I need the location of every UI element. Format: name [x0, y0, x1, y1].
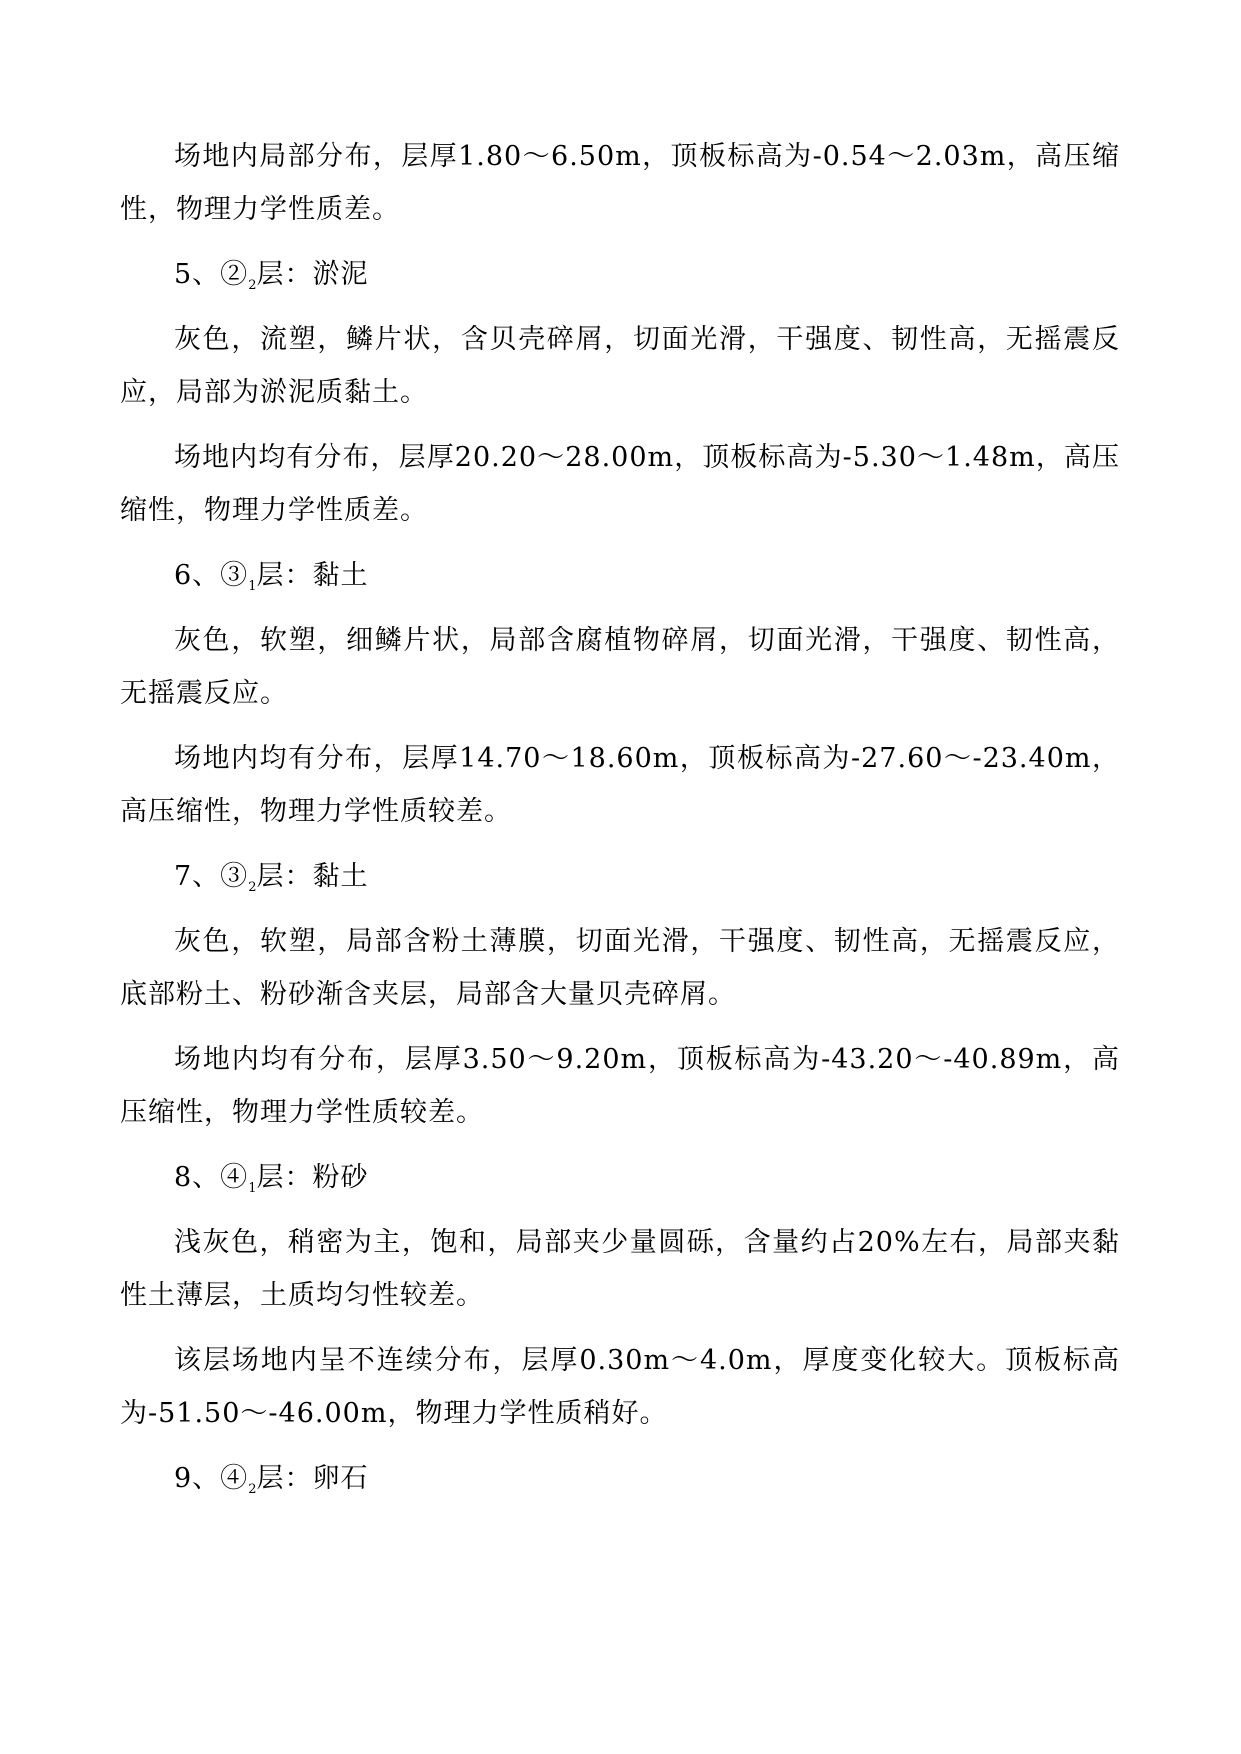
heading-suffix: 层：卵石: [256, 1463, 369, 1494]
document-body: [120, 130, 1120, 1517]
heading-subscript: 2: [248, 278, 257, 293]
heading-suffix: 层：粉砂: [256, 1162, 369, 1193]
heading-prefix: 6、③: [174, 560, 249, 591]
section-heading: [120, 248, 1120, 301]
section-heading: [120, 1151, 1120, 1204]
heading-suffix: 层：淤泥: [256, 259, 369, 290]
heading-subscript: 2: [248, 880, 257, 895]
section-heading: [120, 850, 1120, 903]
heading-prefix: 7、③: [174, 861, 249, 892]
section-heading: [120, 1452, 1120, 1505]
heading-prefix: 8、④: [174, 1162, 249, 1193]
paragraph: 该层场地内呈不连续分布，层厚0.30m～4.0m，厚度变化较大。顶板标高为-51.50～-46.00m，物理力学性质稍好。: [120, 1345, 1120, 1429]
heading-subscript: 1: [248, 1181, 257, 1196]
paragraph: 浅灰色，稍密为主，饱和，局部夹少量圆砾，含量约占20%左右，局部夹黏性土薄层，土质均匀性较差。: [120, 1227, 1120, 1311]
heading-prefix: 9、④: [174, 1463, 249, 1494]
paragraph: 灰色，流塑，鳞片状，含贝壳碎屑，切面光滑，干强度、韧性高，无摇震反应，局部为淤泥质黏土。: [120, 324, 1120, 408]
paragraph: 场地内均有分布，层厚14.70～18.60m，顶板标高为-27.60～-23.40m，高压缩性，物理力学性质较差。: [120, 743, 1120, 827]
paragraph: 场地内均有分布，层厚20.20～28.00m，顶板标高为-5.30～1.48m，高压缩性，物理力学性质差。: [120, 442, 1120, 526]
paragraph: 场地内均有分布，层厚3.50～9.20m，顶板标高为-43.20～-40.89m，高压缩性，物理力学性质较差。: [120, 1044, 1120, 1128]
paragraph: 灰色，软塑，细鳞片状，局部含腐植物碎屑，切面光滑，干强度、韧性高，无摇震反应。: [120, 625, 1120, 709]
section-heading: [120, 549, 1120, 602]
heading-prefix: 5、②: [174, 259, 249, 290]
heading-subscript: 1: [248, 579, 257, 594]
heading-suffix: 层：黏土: [256, 861, 369, 892]
paragraph: 场地内局部分布，层厚1.80～6.50m，顶板标高为-0.54～2.03m，高压缩性，物理力学性质差。: [120, 141, 1120, 225]
paragraph: 灰色，软塑，局部含粉土薄膜，切面光滑，干强度、韧性高，无摇震反应，底部粉土、粉砂渐含夹层，局部含大量贝壳碎屑。: [120, 926, 1120, 1010]
heading-suffix: 层：黏土: [256, 560, 369, 591]
heading-subscript: 2: [248, 1482, 257, 1497]
